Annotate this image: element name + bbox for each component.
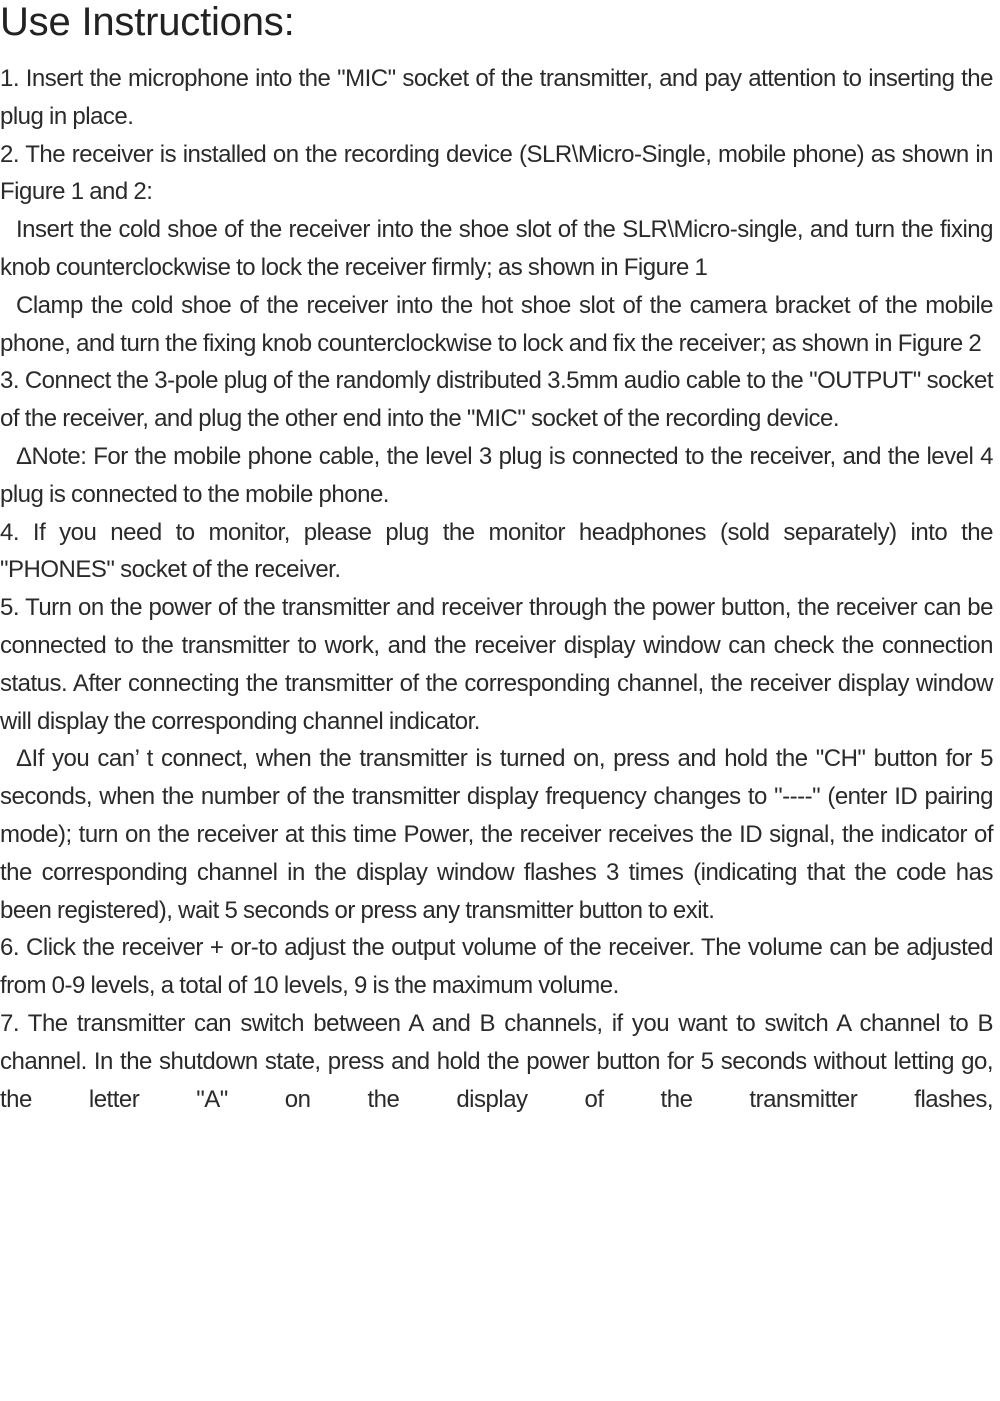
step-2-paragraph: 2. The receiver is installed on the recording device (SLR\Micro-Single, mobile phone) as shown in Figure 1 and 2: bbox=[0, 140, 993, 206]
instructions-body bbox=[0, 60, 993, 1118]
step-6-paragraph: 6. Click the receiver + or-to adjust the output volume of the receiver. The volume can be adjusted from 0-9 levels, a total of 10 levels, 9 is the maximum volume. bbox=[0, 934, 993, 1000]
step-4-paragraph: 4. If you need to monitor, please plug the monitor headphones (sold separately) into the "PHONES" socket of the receiver. bbox=[0, 518, 993, 584]
page-title: Use Instructions: bbox=[0, 0, 295, 44]
step-3-paragraph: 3. Connect the 3-pole plug of the randomly distributed 3.5mm audio cable to the "OUTPUT" socket of the receiver, and plug the other end into the "MIC" socket of the recording device. bbox=[0, 367, 993, 433]
cable-note-paragraph: ΔNote: For the mobile phone cable, the level 3 plug is connected to the receiver, and the level 4 plug is connected to the mobile phone. bbox=[0, 442, 993, 508]
step-1-paragraph: 1. Insert the microphone into the "MIC" socket of the transmitter, and pay attention to inserting the plug in place. bbox=[0, 65, 993, 130]
pairing-note-paragraph: ΔIf you can’ t connect, when the transmitter is turned on, press and hold the "CH" button for 5 seconds, when the number of the transmitter display frequency changes to "----" (enter ID pairing mode); turn on the receiver at this time Power, the receiver receives the ID signal, the indicator of the corresponding channel in the display window flashes 3 times (indicating that the code has been registered), wait 5 seconds or press any transmitter button to exit. bbox=[0, 745, 993, 924]
step-5-paragraph: 5. Turn on the power of the transmitter and receiver through the power button, the receiver can be connected to the transmitter to work, and the receiver display window can check the connection status. After connecting the transmitter of the corresponding channel, the receiver display window will display the corresponding channel indicator. bbox=[0, 594, 993, 735]
figure-2-note-paragraph: Clamp the cold shoe of the receiver into the hot shoe slot of the camera bracket of the mobile phone, and turn the fixing knob counterclockwise to lock and fix the receiver; as shown in Figure 2 bbox=[0, 291, 993, 357]
figure-1-note-paragraph: Insert the cold shoe of the receiver into the shoe slot of the SLR\Micro-single, and turn the fixing knob counterclockwise to lock the receiver firmly; as shown in Figure 1 bbox=[0, 216, 993, 281]
step-7-paragraph: 7. The transmitter can switch between A and B channels, if you want to switch A channel to B channel. In the shutdown state, press and hold the power button for 5 seconds without letting go, the letter "A" on the display of the transmitter flashes, bbox=[0, 1009, 993, 1113]
